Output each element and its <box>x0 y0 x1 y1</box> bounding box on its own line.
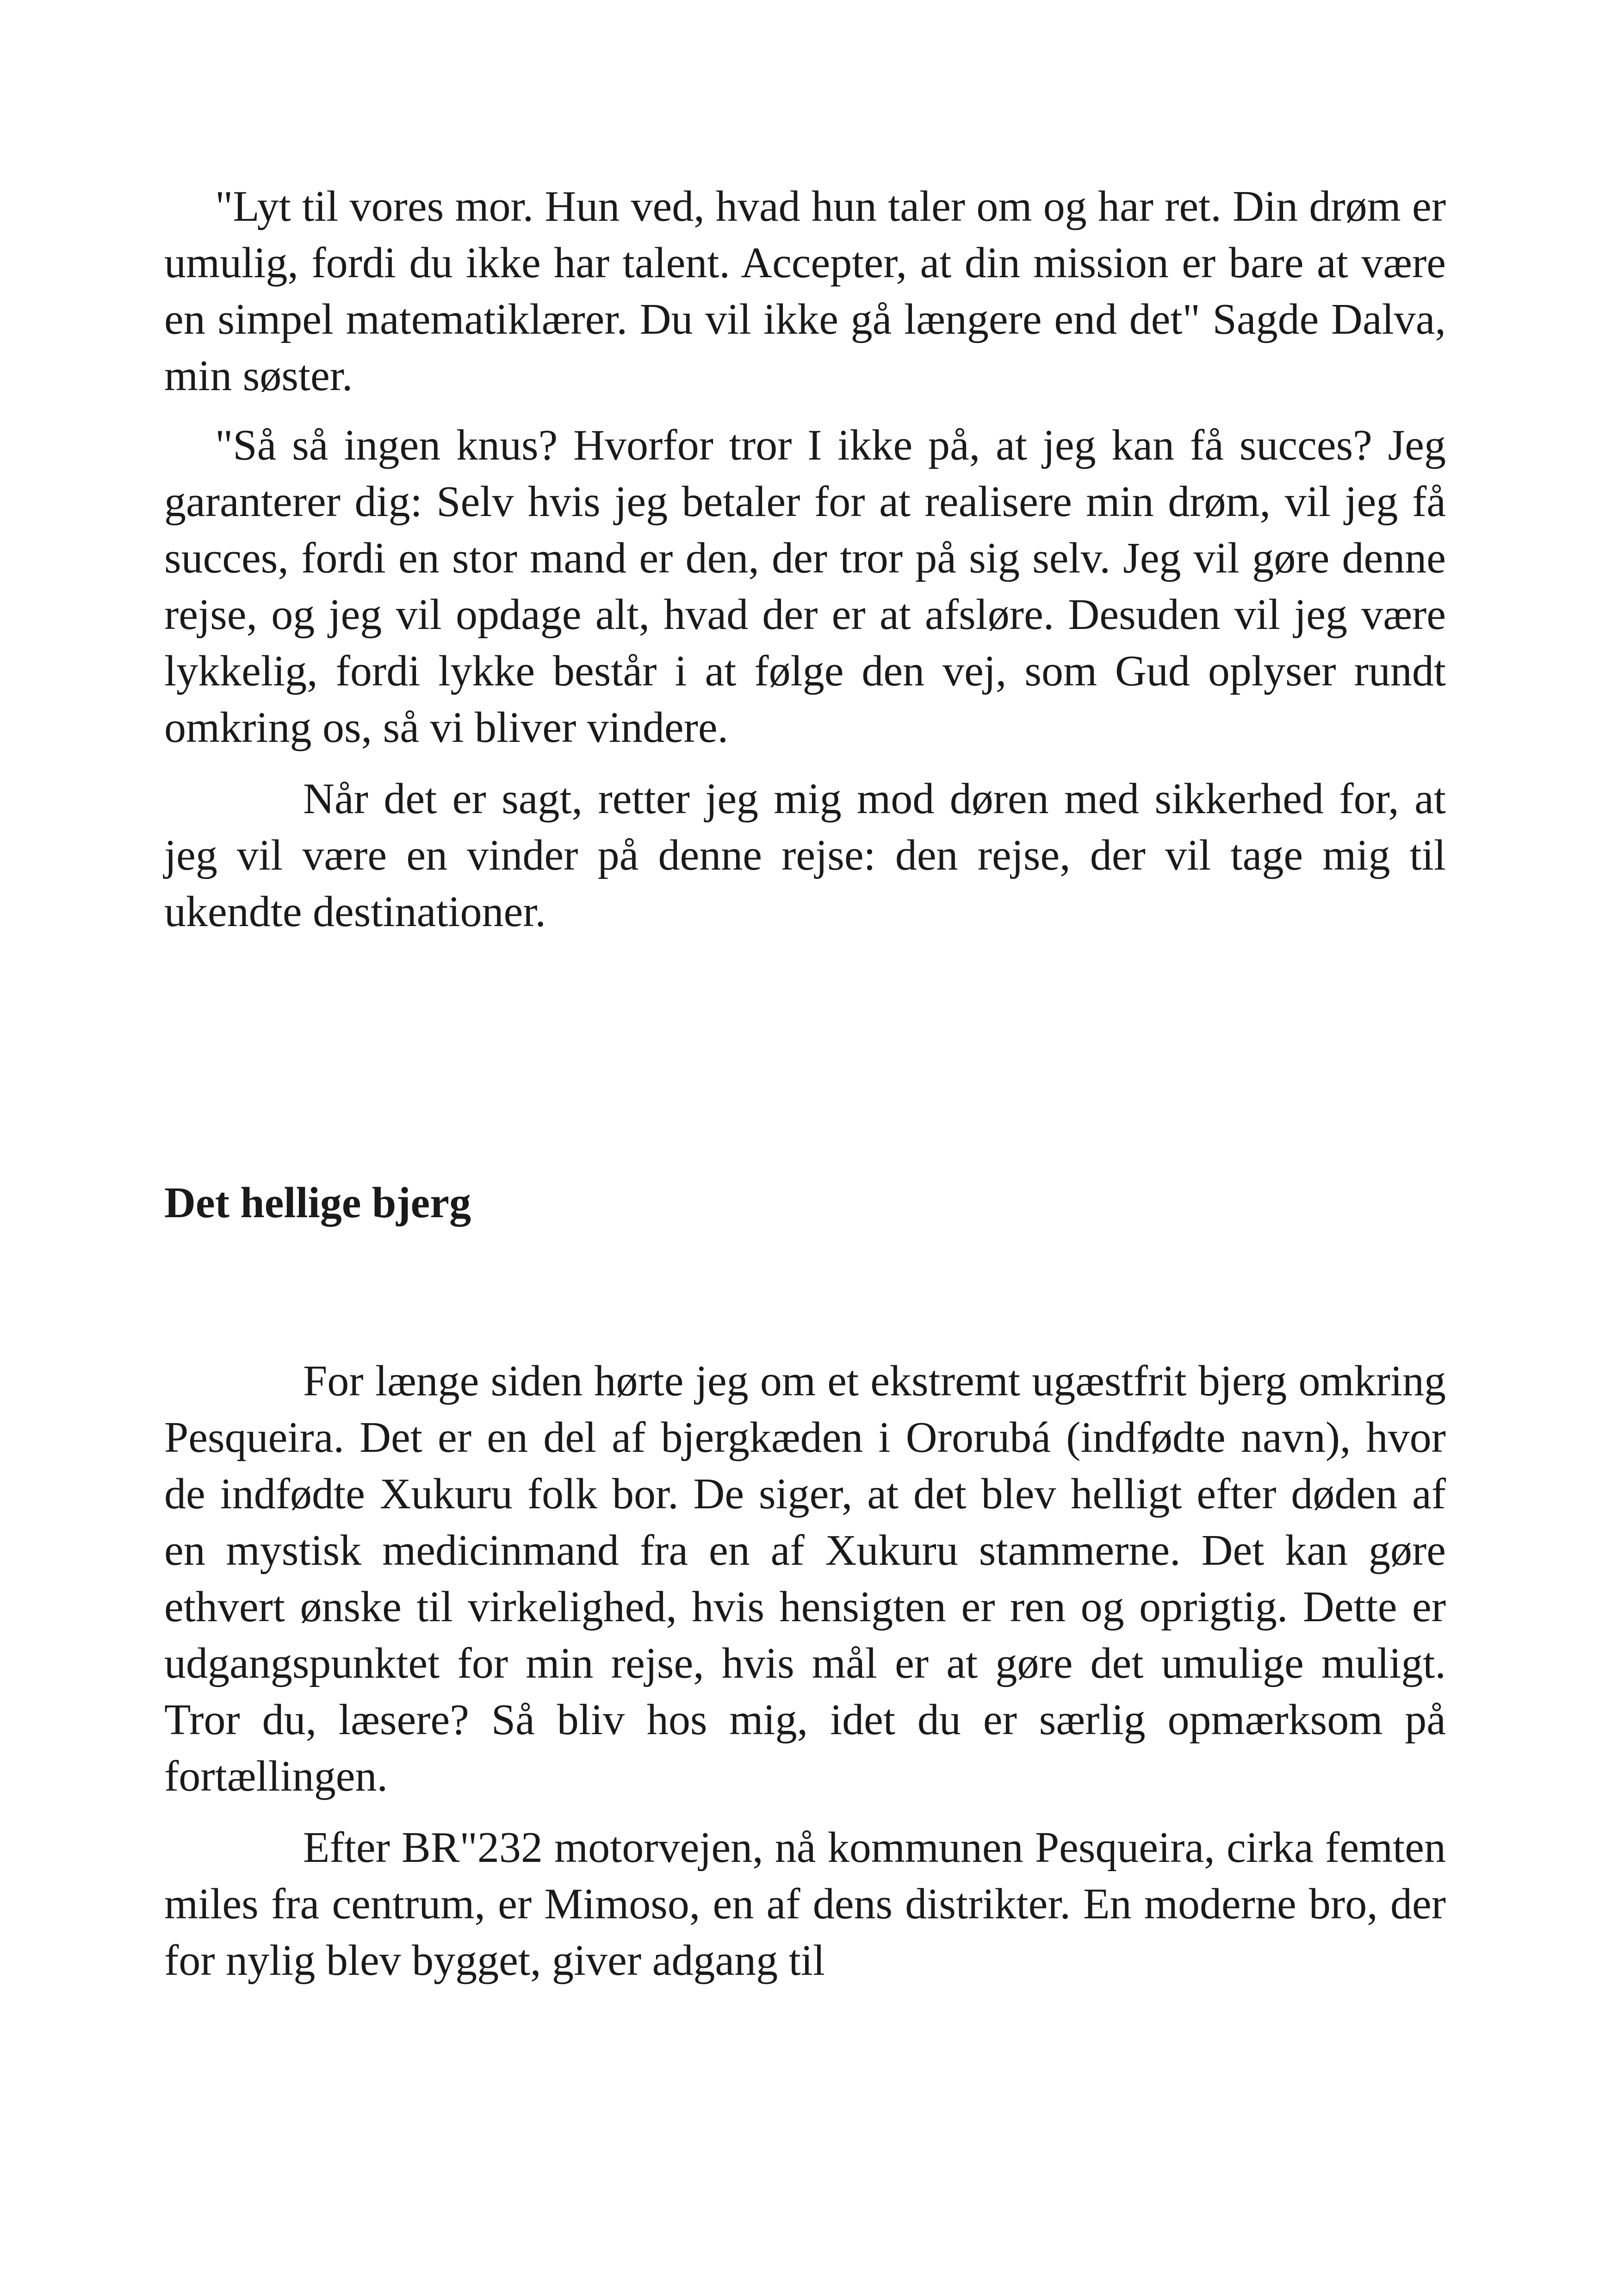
paragraph-route-description: Efter BR"232 motorvejen, nå kommunen Pesqueira, cirka femten miles fra centrum, er Mimoso, en af dens distrikter. En moderne bro, der for nylig blev bygget, giver adgang til <box>164 1823 1446 1985</box>
paragraph-narrator-reply: "Så så ingen knus? Hvorfor tror I ikke på, at jeg kan få succes? Jeg garanterer dig: Selv hvis jeg betaler for at realisere min drøm, vil jeg få succes, fordi en stor mand er den, der tror på sig selv. Jeg vil gøre denne rejse, og jeg vil opdage alt, hvad der er at afsløre. Desuden vil jeg være lykkelig, fordi lykke består i at følge den vej, som Gud oplyser rundt omkring os, så vi bliver vindere. <box>164 421 1446 752</box>
section-body <box>164 1353 1446 1989</box>
paragraph-dalva-quote: "Lyt til vores mor. Hun ved, hvad hun taler om og har ret. Din drøm er umulig, fordi du ikke har talent. Accepter, at din mission er bare at være en simpel matematiklærer. Du vil ikke gå længere end det" Sagde Dalva, min søster. <box>164 182 1446 400</box>
section-heading: Det hellige bjerg <box>164 1179 471 1227</box>
paragraph-sacred-mountain: For længe siden hørte jeg om et ekstremt ugæstfrit bjerg omkring Pesqueira. Det er en del af bjergkæden i Ororubá (indfødte navn), hvor de indfødte Xukuru folk bor. De siger, at det blev helligt efter døden af en mystisk medicinmand fra en af Xukuru stammerne. Det kan gøre ethvert ønske til virkelighed, hvis hensigten er ren og oprigtig. Dette er udgangspunktet for min rejse, hvis mål er at gøre det umulige muligt. Tror du, læsere? Så bliv hos mig, idet du er særlig opmærksom på fortællingen. <box>164 1357 1446 1800</box>
document-page <box>164 178 1446 1985</box>
paragraph-leaving-door: Når det er sagt, retter jeg mig mod døren med sikkerhed for, at jeg vil være en vinder på denne rejse: den rejse, der vil tage mig til ukendte destinationer. <box>164 775 1446 936</box>
